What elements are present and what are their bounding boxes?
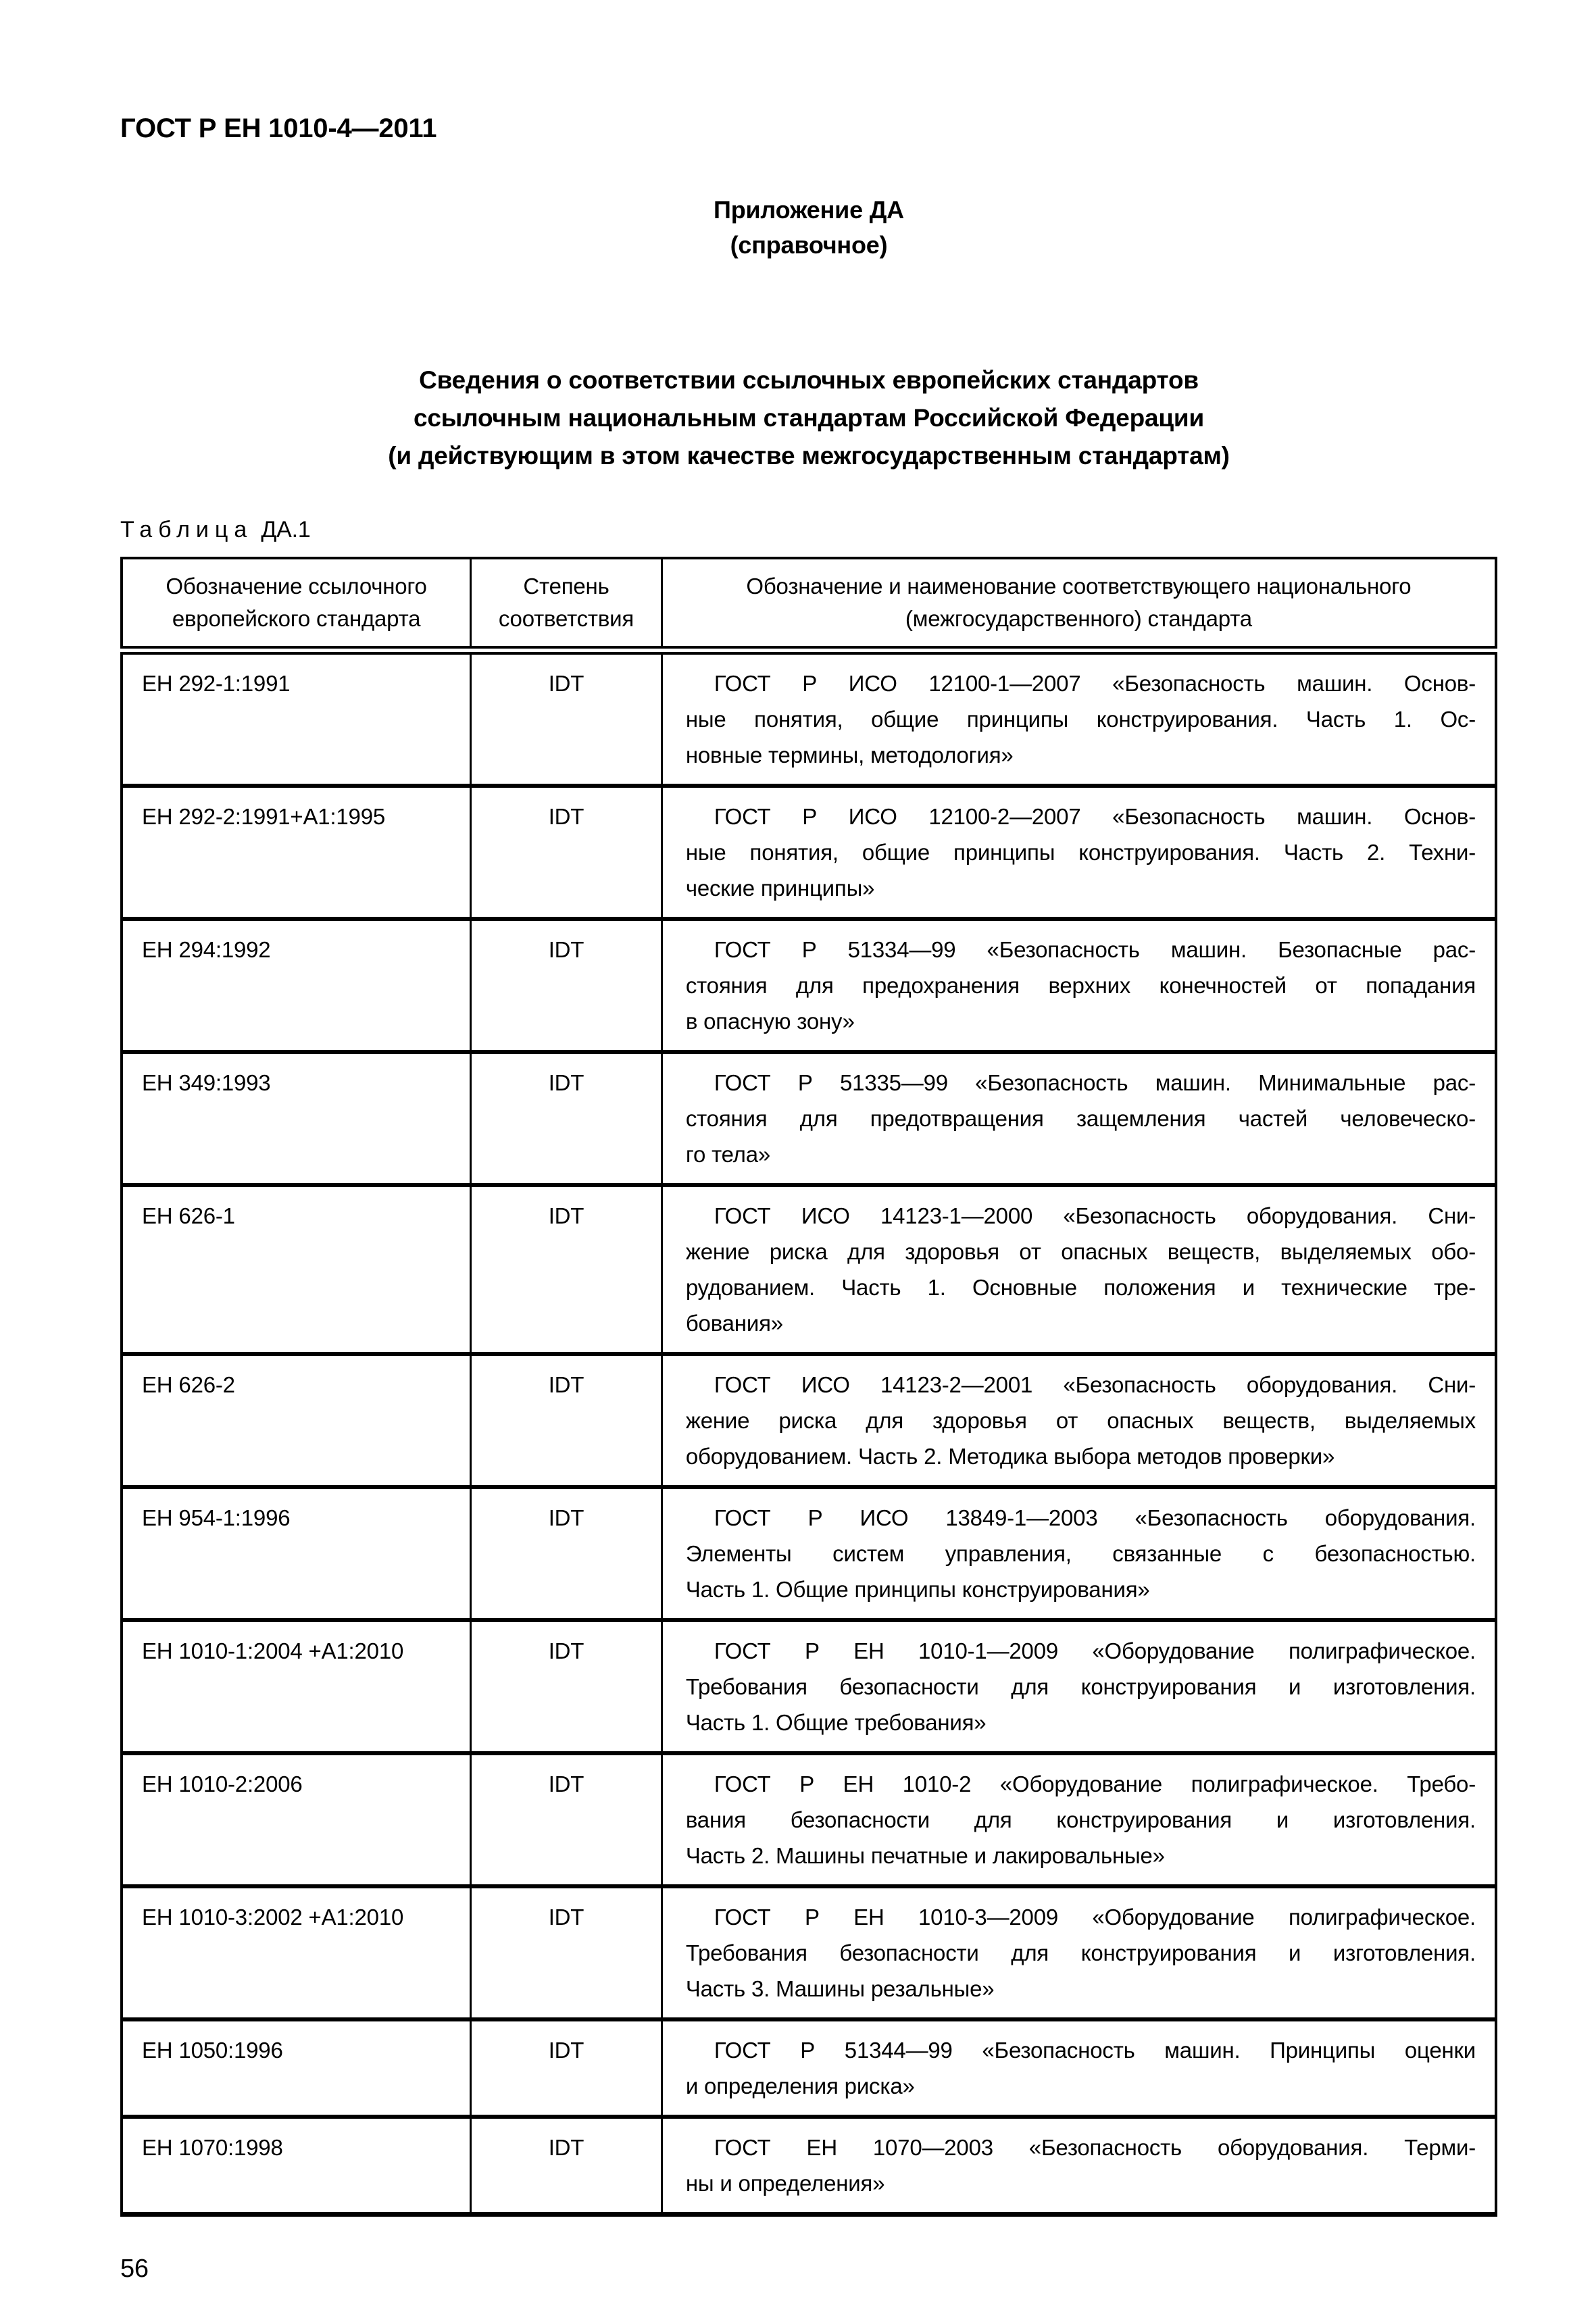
- cell-national-standard: [662, 1354, 1496, 1487]
- text-line: Часть 2. Машины печатные и лакировальные»: [685, 1843, 1165, 1868]
- text-line: ГОСТ Р 51334—99 «Безопасность машин. Безопасные рас-: [714, 937, 1476, 962]
- col-header-european-standard: [122, 558, 471, 651]
- text-line: го тела»: [685, 1142, 771, 1167]
- text-line: в опасную зону»: [685, 1009, 855, 1034]
- cell-national-standard: [662, 1620, 1496, 1753]
- table-body: [122, 651, 1496, 2215]
- text-line: Часть 1. Общие принципы конструирования»: [685, 1577, 1150, 1602]
- page-number: 56: [120, 2255, 149, 2283]
- cell-degree: IDT: [471, 651, 662, 786]
- cell-degree: IDT: [471, 1886, 662, 2019]
- text-line: жение риска для здоровья от опасных веществ, выделяемых обо-: [685, 1239, 1476, 1264]
- appendix-title: Приложение ДА: [714, 196, 904, 224]
- text-line: ГОСТ Р ИСО 12100-2—2007 «Безопасность машин. Основ-: [714, 804, 1476, 829]
- cell-european-standard: ЕН 1050:1996: [122, 2019, 471, 2117]
- text-line: ГОСТ Р ИСО 13849-1—2003 «Безопасность оборудования.: [714, 1505, 1476, 1530]
- cell-european-standard: ЕН 626-2: [122, 1354, 471, 1487]
- text-line: рудованием. Часть 1. Основные положения и технические тре-: [685, 1275, 1476, 1300]
- text-line: вания безопасности для конструирования и изготовления.: [685, 1807, 1476, 1832]
- header-line: Обозначение и наименование соответствующего национального: [746, 574, 1412, 599]
- table-row: [122, 1354, 1496, 1487]
- table-row: [122, 2117, 1496, 2215]
- table-caption: [120, 517, 1497, 543]
- cell-degree: IDT: [471, 1052, 662, 1185]
- table-row: [122, 919, 1496, 1052]
- table-caption-number: ДА.1: [261, 517, 311, 543]
- document-title-line-3: (и действующим в этом качестве межгосударственным стандартам): [388, 442, 1230, 470]
- table-row: [122, 651, 1496, 786]
- cell-degree: IDT: [471, 919, 662, 1052]
- table-row: [122, 1185, 1496, 1354]
- cell-degree: IDT: [471, 1354, 662, 1487]
- text-line: стояния для предохранения верхних конечностей от попадания: [685, 973, 1476, 998]
- cell-national-standard: [662, 1052, 1496, 1185]
- cell-european-standard: ЕН 1010-2:2006: [122, 1753, 471, 1886]
- header-line: европейского стандарта: [172, 606, 421, 631]
- text-line: ные понятия, общие принципы конструирования. Часть 2. Техни-: [685, 840, 1476, 865]
- table-row: [122, 1620, 1496, 1753]
- text-line: ные понятия, общие принципы конструирования. Часть 1. Ос-: [685, 707, 1476, 732]
- cell-european-standard: ЕН 349:1993: [122, 1052, 471, 1185]
- cell-european-standard: ЕН 626-1: [122, 1185, 471, 1354]
- document-title: [120, 361, 1497, 475]
- text-line: Часть 1. Общие требования»: [685, 1710, 987, 1735]
- appendix-heading: [120, 193, 1497, 263]
- col-header-national-standard: [662, 558, 1496, 651]
- cell-national-standard: [662, 1185, 1496, 1354]
- col-header-degree: [471, 558, 662, 651]
- cell-degree: IDT: [471, 1620, 662, 1753]
- cell-national-standard: [662, 1753, 1496, 1886]
- header-line: Обозначение ссылочного: [166, 574, 427, 599]
- cell-degree: IDT: [471, 2117, 662, 2215]
- text-line: ГОСТ Р 51335—99 «Безопасность машин. Минимальные рас-: [714, 1070, 1476, 1095]
- doc-code: ГОСТ Р ЕН 1010-4—2011: [120, 114, 437, 143]
- cell-european-standard: ЕН 1070:1998: [122, 2117, 471, 2215]
- text-line: оборудованием. Часть 2. Методика выбора методов проверки»: [685, 1444, 1335, 1469]
- table-row: [122, 2019, 1496, 2117]
- text-line: ГОСТ Р ИСО 12100-1—2007 «Безопасность машин. Основ-: [714, 671, 1476, 696]
- text-line: ГОСТ Р ЕН 1010-1—2009 «Оборудование полиграфическое.: [714, 1638, 1476, 1663]
- cell-european-standard: ЕН 954-1:1996: [122, 1487, 471, 1620]
- text-line: стояния для предотвращения защемления частей человеческо-: [685, 1106, 1476, 1131]
- cell-national-standard: [662, 919, 1496, 1052]
- table-row: [122, 1753, 1496, 1886]
- document-title-line-2: ссылочным национальным стандартам Российской Федерации: [413, 404, 1205, 432]
- table-header-row: [122, 558, 1496, 651]
- table-caption-label: Таблица: [120, 517, 253, 543]
- text-line: ГОСТ Р ЕН 1010-3—2009 «Оборудование полиграфическое.: [714, 1905, 1476, 1930]
- header-line: (межгосударственного) стандарта: [905, 606, 1252, 631]
- text-line: ГОСТ ИСО 14123-1—2000 «Безопасность оборудования. Сни-: [714, 1203, 1476, 1228]
- cell-degree: IDT: [471, 1753, 662, 1886]
- text-line: жение риска для здоровья от опасных веществ, выделяемых: [685, 1408, 1476, 1433]
- table-row: [122, 786, 1496, 919]
- cell-degree: IDT: [471, 1487, 662, 1620]
- text-line: ГОСТ ИСО 14123-2—2001 «Безопасность оборудования. Сни-: [714, 1372, 1476, 1397]
- header-line: Степень: [523, 574, 609, 599]
- cell-national-standard: [662, 651, 1496, 786]
- text-line: ГОСТ Р ЕН 1010-2 «Оборудование полиграфическое. Требо-: [714, 1771, 1476, 1796]
- text-line: Требования безопасности для конструирования и изготовления.: [685, 1940, 1476, 1965]
- cell-european-standard: ЕН 1010-1:2004 +А1:2010: [122, 1620, 471, 1753]
- table-row: [122, 1052, 1496, 1185]
- cell-national-standard: [662, 786, 1496, 919]
- text-line: ны и определения»: [685, 2171, 885, 2196]
- text-line: ческие принципы»: [685, 876, 875, 901]
- cell-european-standard: ЕН 1010-3:2002 +А1:2010: [122, 1886, 471, 2019]
- text-line: Элементы систем управления, связанные с безопасностью.: [685, 1541, 1476, 1566]
- table-row: [122, 1886, 1496, 2019]
- text-line: бования»: [685, 1311, 783, 1336]
- cell-national-standard: [662, 1886, 1496, 2019]
- text-line: новные термины, методология»: [685, 743, 1014, 768]
- text-line: ГОСТ Р 51344—99 «Безопасность машин. Принципы оценки: [714, 2038, 1476, 2063]
- cell-national-standard: [662, 2117, 1496, 2215]
- appendix-subtitle: (справочное): [730, 231, 888, 259]
- cell-european-standard: ЕН 294:1992: [122, 919, 471, 1052]
- cell-european-standard: ЕН 292-2:1991+А1:1995: [122, 786, 471, 919]
- cell-degree: IDT: [471, 786, 662, 919]
- text-line: и определения риска»: [685, 2073, 915, 2098]
- text-line: Требования безопасности для конструирования и изготовления.: [685, 1674, 1476, 1699]
- cell-degree: IDT: [471, 1185, 662, 1354]
- cell-national-standard: [662, 2019, 1496, 2117]
- cell-national-standard: [662, 1487, 1496, 1620]
- cell-degree: IDT: [471, 2019, 662, 2117]
- header-line: соответствия: [498, 606, 634, 631]
- standards-table: [120, 557, 1497, 2217]
- cell-european-standard: ЕН 292-1:1991: [142, 671, 291, 696]
- text-line: Часть 3. Машины резальные»: [685, 1976, 995, 2001]
- document-title-line-1: Сведения о соответствии ссылочных европейских стандартов: [419, 366, 1199, 394]
- table-row: [122, 1487, 1496, 1620]
- text-line: ГОСТ ЕН 1070—2003 «Безопасность оборудования. Терми-: [714, 2135, 1476, 2160]
